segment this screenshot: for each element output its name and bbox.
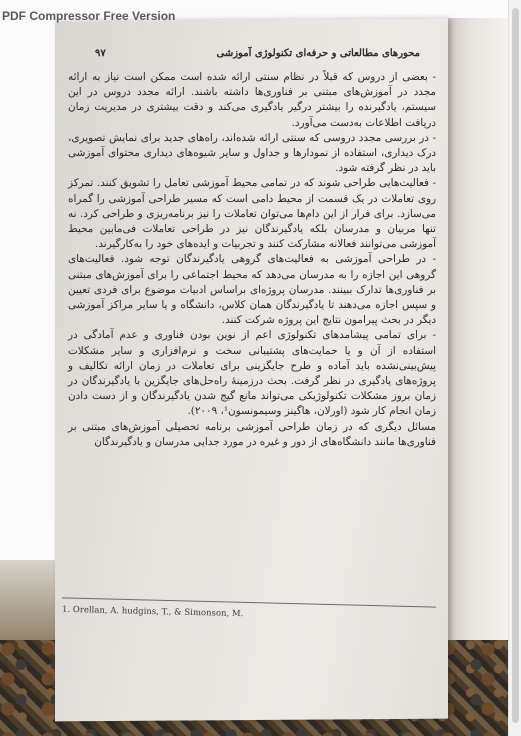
vertical-scrollbar[interactable] [508, 0, 521, 736]
right-page-edge [448, 18, 508, 658]
paragraph-3: - فعالیت‌هایی طراحی شوند که در تمامی محیط آموزشی تعامل را تشویق کنند. تمرکز روی تعاملات در یک قسمت از محیط دامی است که مسیر طراحی آموزشی را گمراه می‌سازد. برای فرار از این دام‌ها می‌توان تعاملات را نیز برنامه‌ریزی و طراحی کرد. نه تنها مربیان و مدرسان بلکه یادگیرندگان نیز در طراحی تعاملات فی‌مابین محیط آموزشی می‌توانند فعالانه مشارکت کنند و تجربیات و ایده‌های خود را به‌کارگیرند. [68, 177, 436, 251]
footnote: 1. Orellan, A. hudgins, T., & Simonson, M. [61, 604, 244, 620]
paragraph-4: - در طراحی آموزشی به فعالیت‌های گروهی یادگیرندگان توجه شود. فعالیت‌های گروهی این اجازه را به مدرسان می‌دهد که محیط اجتماعی را برای آموزش‌های مبتنی بر فناوری‌ها تدارک ببینند. مدرسان پروژه‌ای براساس ادبیات موضوع برای فردی تعیین و سپس اجازه می‌دهند تا یادگیرندگان همان کلاس، دانشگاه و یا سایر مراکز آموزشی دیگر در بحث پیرامون نتایج این پروژه شرکت کنند. [68, 253, 436, 327]
paragraph-6: مسائل دیگری که در زمان طراحی آموزشی برنامه تحصیلی آموزش‌های مبتنی بر فناوری‌ها مانند دانشگاه‌های از دور و غیره در مورد جدایی مدرسان و یادگیرندگان [68, 420, 436, 448]
scrollbar-thumb[interactable] [512, 8, 519, 723]
watermark-label: PDF Compressor Free Version [2, 9, 176, 23]
body-text [68, 70, 436, 450]
header-title: محورهای مطالعاتی و حرفه‌ای تکنولوژی آموزشی [216, 48, 420, 59]
page-header [95, 48, 420, 59]
paragraph-5: - برای تمامی پیشامدهای تکنولوژی اعم از نوین بودن فناوری و عدم آمادگی در استفاده از آن و یا حمایت‌های پشتیبانی سخت و نرم‌افزاری و سایر مشکلات پیش‌بینی‌نشده باید آماده و طرح جایگزینی برای تعاملات در زمان ارائه تکالیف و پروژه‌های یادگیری در نظر گرفت. بحث درزمینهٔ راه‌حل‌های جایگزین با یادگیرندگان در زمان بروز مشکلات تکنولوژیکی می‌تواند مانع گیج شدن یادگیرندگان و از دست دادن زمان انجام کار شود (اورلان، هاگینز وسیمونسون¹، ۲۰۰۹). [68, 329, 436, 418]
page-number: ۹۷ [95, 48, 106, 59]
paragraph-2: - در بررسی مجدد دروسی که سنتی ارائه شده‌اند، راه‌های جدید برای نمایش تصویری، درک دیداری، استفاده از نمودارها و جداول و سایر شیوه‌های دیداری محتوای آموزشی باید در نظر گرفته شود. [68, 131, 436, 175]
left-background [0, 560, 60, 650]
paragraph-1: - بعضی از دروس که قبلاً در نظام سنتی ارائه شده است ممکن است نیاز به ارائه مجدد در آموزش‌های مبتنی بر فناوری‌ها داشته باشند. ارائه مجدد دروس در این سیستم، یادگیرنده را بیشتر درگیر یادگیری می‌کند و دقت بیشتری در مدیریت زمان دریافت اطلاعات به‌دست می‌آورد. [68, 71, 436, 129]
